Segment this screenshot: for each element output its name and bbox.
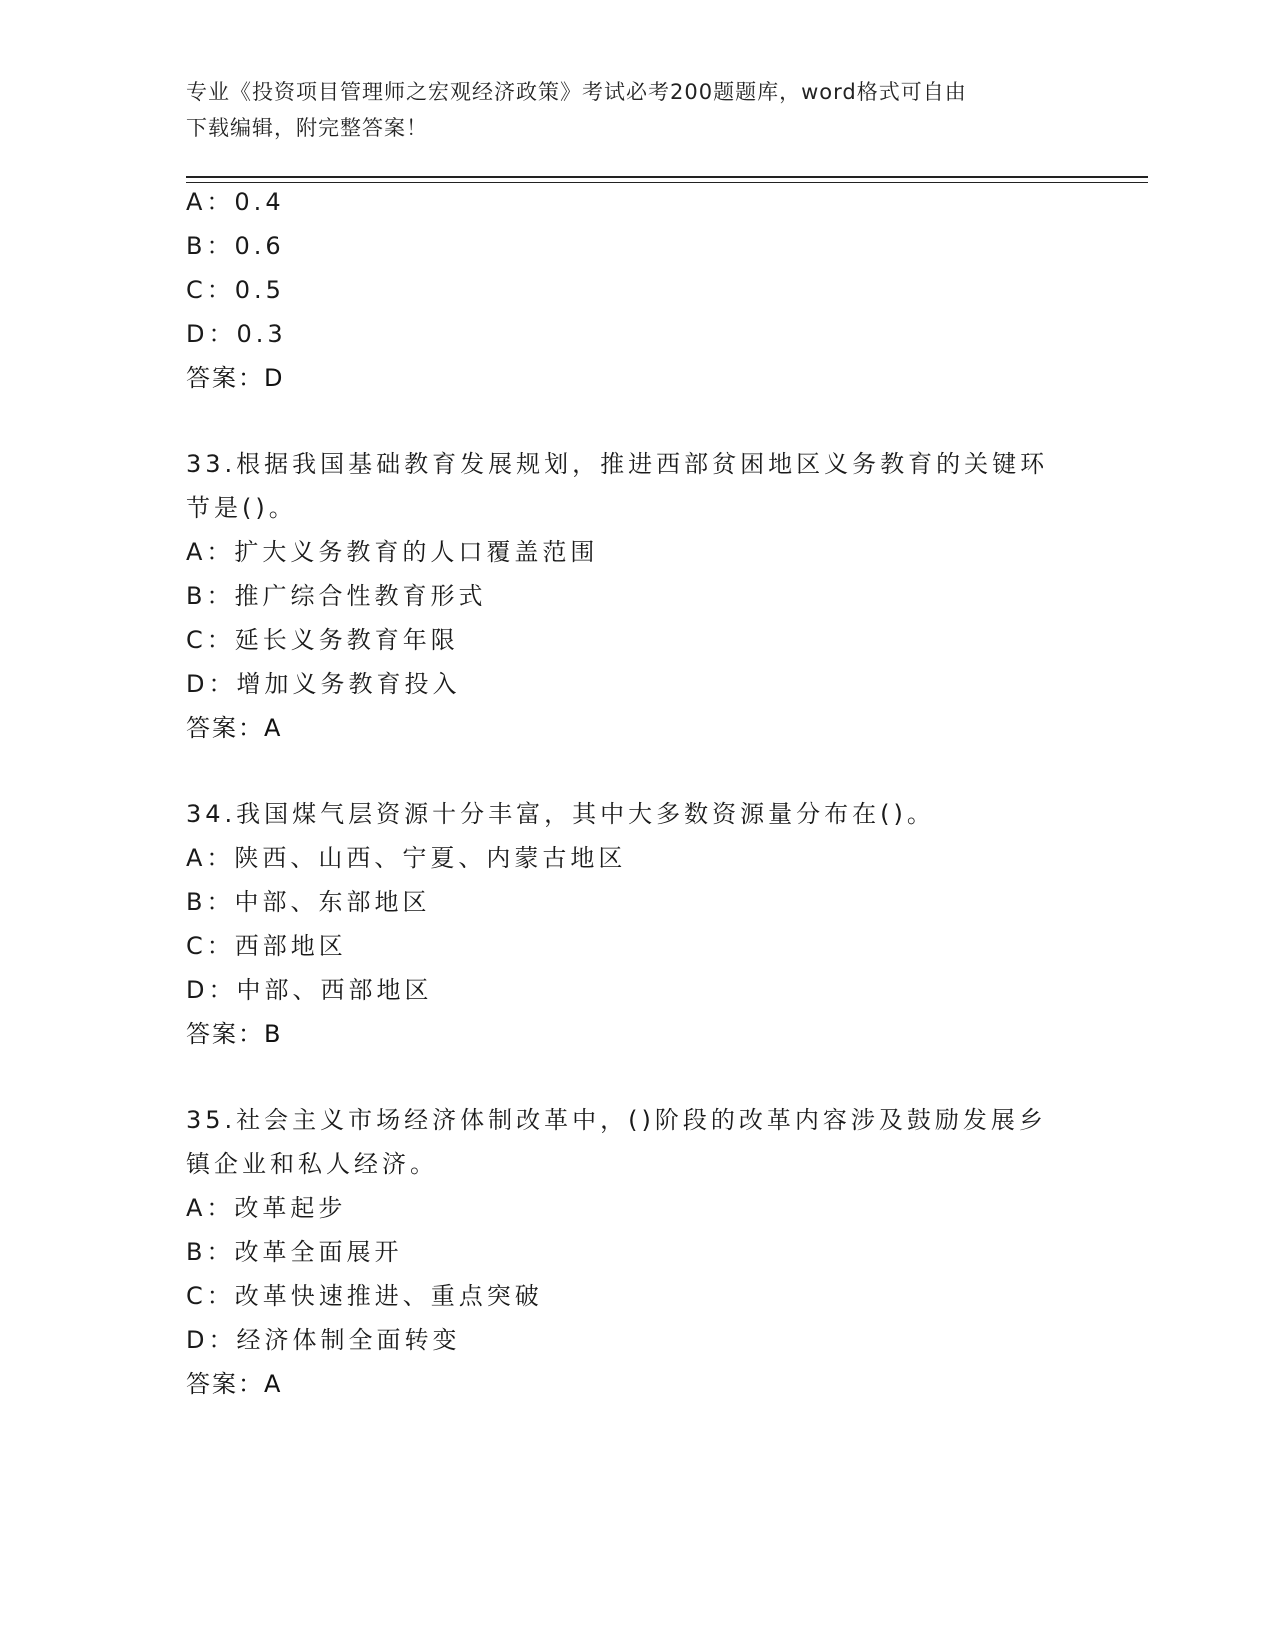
q35-stem-line-1: 35.社会主义市场经济体制改革中，()阶段的改革内容涉及鼓励发展乡 (186, 1106, 1047, 1134)
q33-option-a: A：扩大义务教育的人口覆盖范围 (186, 538, 599, 566)
q34-stem-line-1: 34.我国煤气层资源十分丰富，其中大多数资源量分布在()。 (186, 800, 935, 828)
q35-option-d: D：经济体制全面转变 (186, 1326, 461, 1354)
header-line-2: 下载编辑，附完整答案！ (186, 116, 428, 140)
q32-option-a: A：0.4 (186, 188, 285, 216)
q32-answer: 答案：D (186, 364, 285, 392)
q35-option-b: B：改革全面展开 (186, 1238, 403, 1266)
q35-stem-line-2: 镇企业和私人经济。 (186, 1150, 438, 1178)
q33-answer: 答案：A (186, 714, 283, 742)
header-line-1: 专业《投资项目管理师之宏观经济政策》考试必考200题题库，word格式可自由 (186, 80, 967, 104)
q32-option-c: C：0.5 (186, 276, 285, 304)
q35-option-a: A：改革起步 (186, 1194, 347, 1222)
q35-option-c: C：改革快速推进、重点突破 (186, 1282, 543, 1310)
header-divider-thick (186, 176, 1148, 178)
q34-option-c: C：西部地区 (186, 932, 347, 960)
q34-option-a: A：陕西、山西、宁夏、内蒙古地区 (186, 844, 627, 872)
q33-option-c: C：延长义务教育年限 (186, 626, 459, 654)
header-divider-thin (186, 182, 1148, 183)
q35-answer: 答案：A (186, 1370, 283, 1398)
q33-option-b: B：推广综合性教育形式 (186, 582, 487, 610)
q34-answer: 答案：B (186, 1020, 283, 1048)
q33-option-d: D：增加义务教育投入 (186, 670, 461, 698)
q34-option-d: D：中部、西部地区 (186, 976, 433, 1004)
q33-stem-line-2: 节是()。 (186, 494, 297, 522)
document-header (186, 74, 1086, 146)
q34-option-b: B：中部、东部地区 (186, 888, 431, 916)
q32-option-d: D：0.3 (186, 320, 287, 348)
q33-stem-line-1: 33.根据我国基础教育发展规划，推进西部贫困地区义务教育的关键环 (186, 450, 1049, 478)
q32-option-b: B：0.6 (186, 232, 285, 260)
